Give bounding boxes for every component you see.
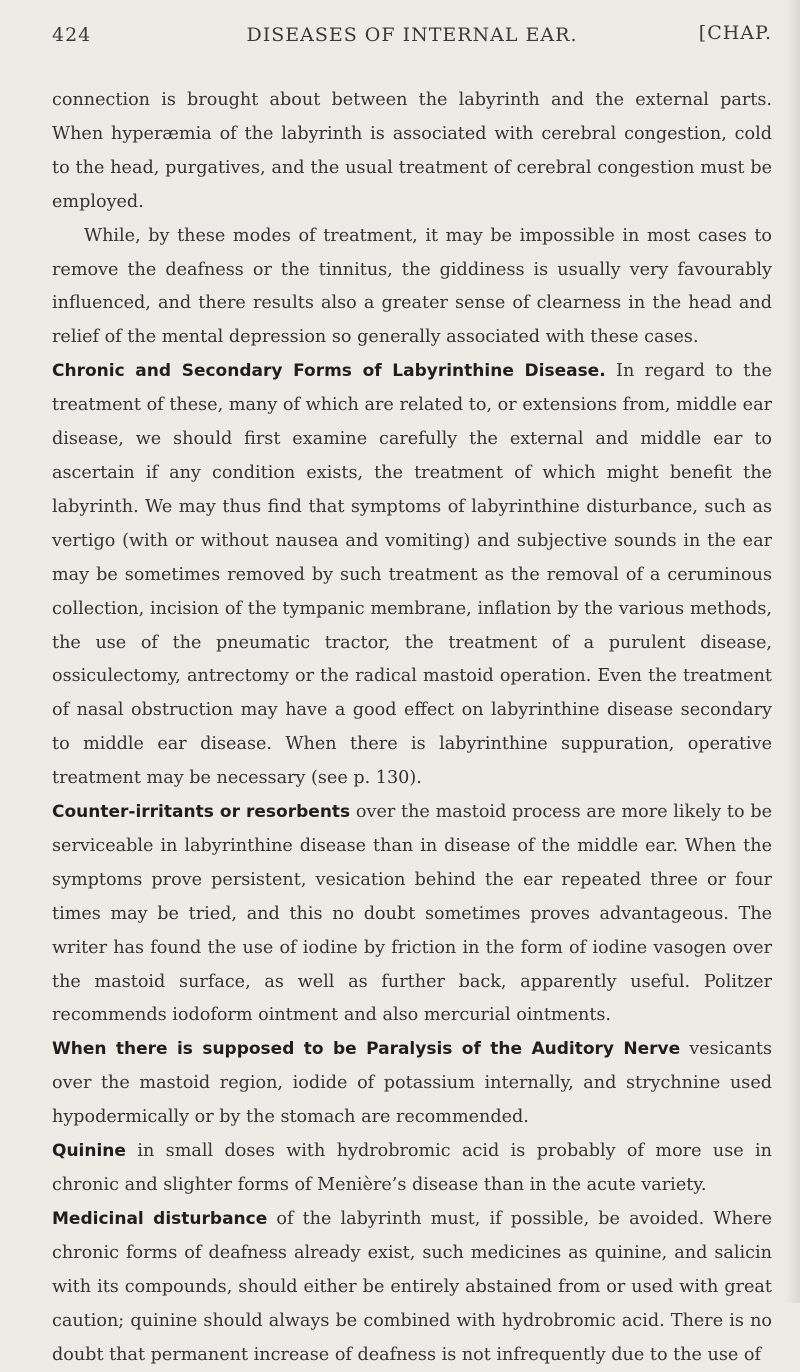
paragraph-text: connection is brought about between the labyrinth and the external parts. When hyperæmia of the labyrinth is associated with cerebral congestion, cold to the head, purgatives, and the usual treatment of cerebral congestion must be employed. xyxy=(52,90,772,212)
paragraph-6 xyxy=(52,1135,772,1203)
page-edge-shadow xyxy=(786,0,800,1303)
paragraph-text: In regard to the treatment of these, many of which are related to, or extensions from, middle ear disease, we should first examine carefully the external and middle ear to ascertain if any condition exists, the treatment of which might benefit the labyrinth. We may thus find that symptoms of labyrinthine disturbance, such as vertigo (with or without nausea and vomiting) and subjective sounds in the ear may be sometimes removed by such treatment as the removal of a ceruminous collection, incision of the tympanic membrane, inflation by the various methods, the use of the pneumatic tractor, the treatment of a purulent disease, ossiculectomy, antrectomy or the radical mastoid operation. Even the treatment of nasal obstruction may have a good effect on labyrinthine disease secondary to middle ear disease. When there is labyrinthine suppuration, operative treatment may be necessary (see p. 130). xyxy=(52,361,773,789)
section-heading: Medicinal disturbance xyxy=(52,1208,268,1229)
paragraph-text: in small doses with hydrobromic acid is probably of more use in chronic and slighter forms of Menière’s disease than in the acute variety. xyxy=(52,1141,772,1195)
section-heading: Chronic and Secondary Forms of Labyrinthine Disease. xyxy=(52,361,606,382)
paragraph-text: While, by these modes of treatment, it may be impossible in most cases to remove the deafness or the tinnitus, the giddiness is usually very favourably influenced, and there results also a greater sense of clearness in the head and relief of the mental depression so generally associated with these cases. xyxy=(52,225,772,348)
paragraph-text: over the mastoid process are more likely to be serviceable in labyrinthine disease than in disease of the middle ear. When the symptoms prove persistent, vesication behind the ear repeated three or four times may be tried, and this no doubt sometimes proves advantageous. The writer has found the use of iodine by friction in the form of iodine vasogen over the mastoid surface, as well as further back, apparently useful. Politzer recommends iodoform ointment and also mercurial ointments. xyxy=(52,802,773,1026)
paragraph-7 xyxy=(52,1203,772,1372)
paragraph-text: of the labyrinth must, if possible, be avoided. Where chronic forms of deafness already exist, such medicines as quinine, and salicin with its compounds, should either be entirely abstained from or used with great caution; quinine should always be combined with hydrobromic acid. There is no doubt that permanent increase of deafness is not infrequently due to the use of xyxy=(52,1208,772,1365)
paragraph-3 xyxy=(52,355,772,796)
running-title: DISEASES OF INTERNAL EAR. xyxy=(246,24,578,46)
body-text xyxy=(52,84,772,1372)
section-heading: Quinine xyxy=(52,1141,126,1162)
paragraph-1 xyxy=(52,84,772,220)
paragraph-5 xyxy=(52,1033,772,1135)
paragraph-2 xyxy=(52,220,772,356)
paragraph-4 xyxy=(52,796,772,1033)
page-number: 424 xyxy=(52,24,92,46)
paragraph-text: vesicants over the mastoid region, iodide of potassium internally, and strychnine used hypodermically or by the stomach are recommended. xyxy=(52,1039,773,1128)
section-heading: When there is supposed to be Paralysis of the Auditory Nerve xyxy=(52,1039,681,1060)
section-heading: Counter-irritants or resorbents xyxy=(52,802,351,823)
page-header xyxy=(52,18,772,58)
chapter-mark: [CHAP. xyxy=(698,22,772,44)
